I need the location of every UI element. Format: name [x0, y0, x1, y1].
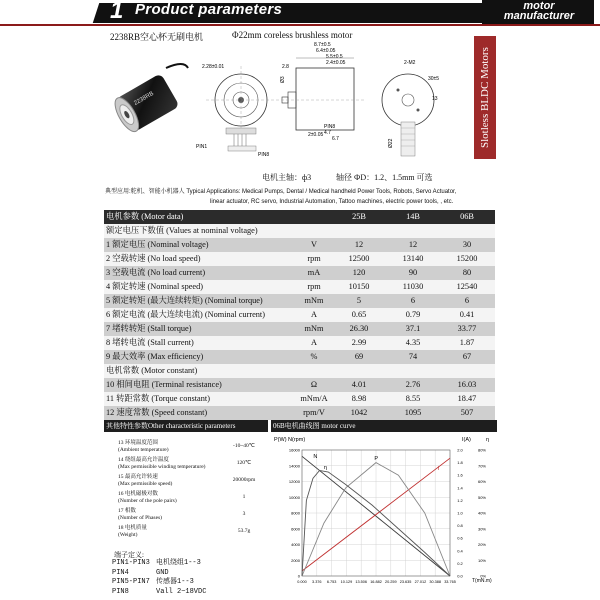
param-cell: 11 转距常数 (Torque constant) — [106, 394, 210, 403]
header-underline — [0, 24, 600, 26]
right-tick-label: 20% — [477, 542, 486, 547]
value-06b: 1.87 — [459, 338, 475, 347]
param-cell: 5 额定转矩 (最大连续转矩) (Nominal torque) — [106, 296, 263, 305]
pin-key: PIN5-PIN7 — [112, 578, 150, 586]
section-title: Product parameters — [135, 1, 283, 18]
value-14b: 37.1 — [405, 324, 421, 333]
motor-curve-chart — [272, 432, 498, 600]
x-tick-label: 3.376 — [312, 580, 322, 584]
table-row — [104, 378, 495, 392]
pin1-label: PIN1 — [196, 144, 208, 150]
mid-tick-label: 1.4 — [457, 485, 463, 491]
brand-line1: motor — [523, 0, 555, 12]
value-25b: 0.65 — [351, 310, 367, 319]
value-06b: 30 — [462, 240, 472, 249]
param-cell: 2 空载转速 (No load speed) — [106, 254, 201, 263]
mid-tick-label: 0.2 — [457, 560, 463, 566]
left-tick-label: 6000 — [291, 526, 300, 532]
section-title: 额定电压下数值 (Values at nominal voltage) — [106, 226, 258, 235]
table-row — [104, 350, 495, 364]
pin-value: 电机绕组1--3 — [156, 559, 201, 567]
curve-label-eta: η — [323, 464, 327, 471]
header-25b: 25B — [352, 212, 366, 221]
section-constant — [104, 364, 495, 378]
value-14b: 11030 — [402, 282, 424, 291]
value-14b: 12 — [408, 240, 418, 249]
unit-cell: mNm/A — [300, 394, 328, 403]
y-axis-label-right: η — [486, 437, 490, 443]
unit-cell: % — [310, 352, 318, 361]
value-14b: 8.55 — [405, 394, 421, 403]
param-name: 18 电机质量 — [118, 525, 147, 531]
pin-key: PIN1-PIN3 — [112, 559, 150, 567]
dim-dia-22: Ø3 — [280, 76, 286, 83]
y-axis-label-left: P(W) N(rpm) — [274, 437, 306, 443]
x-tick-label: 10.129 — [340, 580, 353, 584]
pin-value: GND — [156, 568, 169, 577]
left-tick-label: 12000 — [288, 479, 300, 484]
pin-value: 传感器1--3 — [156, 578, 194, 586]
brand-text — [490, 1, 588, 21]
value-14b: 0.79 — [405, 310, 421, 319]
table-row — [104, 322, 495, 336]
mid-tick-label: 0.0 — [457, 573, 463, 579]
unit-cell: mNm — [304, 296, 324, 305]
param-cell: 6 额定电流 (最大连续电流) (Nominal current) — [106, 310, 265, 319]
value-06b: 33.77 — [457, 324, 477, 333]
table-row — [104, 392, 495, 406]
x-tick-label: 23.635 — [399, 580, 412, 584]
right-tick-label: 70% — [477, 463, 486, 469]
param-name: 13 环境温度范围 — [118, 440, 158, 446]
pin8-label: PIN8 — [258, 152, 270, 158]
dim-2m2: 13 — [432, 96, 438, 102]
shaft-main-label: 电机主轴： — [262, 173, 302, 182]
unit-cell: rpm — [307, 254, 321, 263]
value-06b: 80 — [462, 268, 472, 277]
dim-4-7: PIN8 — [324, 124, 336, 130]
pin-key: PIN4 — [112, 568, 129, 577]
right-tick-label: 60% — [477, 479, 486, 484]
x-tick-label: 30.388 — [429, 580, 442, 584]
param-cell: 7 堵转转矩 (Stall torque) — [106, 324, 192, 333]
value-06b: 507 — [460, 408, 474, 417]
dim-6-7: 4.7 — [324, 130, 331, 136]
side-label: Slotless BLDC Motors — [479, 47, 491, 148]
param-cell: 8 堵转电流 (Stall current) — [106, 338, 194, 347]
left-tick-label: 0 — [297, 573, 300, 579]
param-cell: 3 空载电流 (No load current) — [106, 268, 206, 277]
x-tick-label: 27.012 — [414, 580, 427, 584]
value-25b: 12500 — [348, 254, 370, 263]
section-nominal — [104, 224, 495, 238]
shaft-dia-label: 轴径 ФD： — [336, 173, 375, 182]
motor-label: 2238RB — [133, 90, 156, 107]
value-14b: 4.35 — [405, 338, 421, 347]
unit-cell: A — [311, 310, 317, 319]
value-14b: 74 — [408, 352, 418, 361]
value-25b: 1042 — [350, 408, 368, 417]
value-14b: 13140 — [402, 254, 424, 263]
section-number: 1 — [110, 0, 124, 24]
unit-cell: V — [311, 240, 317, 249]
x-tick-label: 6.753 — [326, 580, 337, 584]
left-tick-label: 2000 — [291, 557, 300, 563]
x-tick-label: 16.882 — [370, 580, 382, 584]
param-name-en: (Ambient temperature) — [118, 447, 169, 453]
model-cn: 2238RB空心杯无刷电机 — [110, 32, 204, 42]
mid-tick-label: 0.4 — [457, 548, 463, 554]
value-25b: 5 — [356, 296, 362, 305]
unit-cell: rpm — [307, 282, 321, 291]
dim-38-5: 6.7 — [332, 136, 339, 142]
curve-header: 06B电机曲线图 motor curve — [271, 420, 497, 432]
section-title: 电机常数 (Motor constant) — [106, 366, 198, 375]
table-row — [104, 280, 495, 294]
param-name-en: (Number of the pole pairs) — [118, 498, 177, 504]
value-25b: 69 — [354, 352, 364, 361]
curve-label-i: I — [437, 466, 440, 473]
table-row — [104, 238, 495, 252]
mid-tick-label: 1.6 — [457, 472, 463, 478]
value-25b: 10150 — [348, 282, 370, 291]
table-row — [104, 308, 495, 322]
param-cell: 12 速度常数 (Speed constant) — [106, 408, 208, 417]
param-cell: 4 额定转速 (Nominal speed) — [106, 282, 204, 291]
param-value: -10~40℃ — [233, 443, 255, 449]
applications-line1: 典型应用:舵机、智能小机器人 Typical Applications: Medical Pumps, Dental / Medical handheld Power Tools, Robots, Servo Actuator, — [105, 189, 457, 195]
table-header-row — [104, 210, 495, 224]
shaft-phi: ф3 — [302, 173, 312, 182]
table-row — [104, 252, 495, 266]
table-row — [104, 406, 495, 420]
table-row — [104, 266, 495, 280]
param-value: 1 — [242, 494, 246, 500]
param-name: 15 最高允许转速 — [118, 474, 158, 480]
curve-label-p: P — [374, 456, 378, 463]
mid-tick-label: 0.8 — [457, 523, 463, 529]
brand-line2: manufacturer — [503, 10, 575, 22]
value-25b: 12 — [354, 240, 364, 249]
header-06b: 06B — [460, 212, 474, 221]
x-tick-label: 13.506 — [355, 580, 368, 584]
shaft-label — [262, 172, 311, 183]
left-tick-label: 16000 — [288, 447, 300, 453]
param-cell: 10 相间电阻 (Terminal resistance) — [106, 380, 222, 389]
value-06b: 6 — [464, 296, 470, 305]
value-14b: 6 — [410, 296, 416, 305]
right-tick-label: 40% — [477, 510, 486, 516]
unit-cell: mA — [307, 268, 321, 277]
value-25b: 8.98 — [351, 394, 367, 403]
other-params-header: 其他特性参数Other characteristic parameters — [104, 420, 268, 432]
left-tick-label: 10000 — [288, 494, 300, 500]
header-14b: 14B — [406, 212, 420, 221]
shaft-dia-values: 1.2、1.5mm 可选 — [374, 173, 433, 182]
mid-tick-label: 1.0 — [457, 510, 463, 516]
param-name-en: (Weight) — [118, 532, 138, 538]
curve-label-n: N — [313, 453, 318, 460]
model-en: Φ22mm coreless brushless motor — [232, 30, 353, 40]
x-tick-label: 20.259 — [384, 580, 397, 584]
param-value: 20000rpm — [232, 477, 256, 483]
value-25b: 26.30 — [349, 324, 369, 333]
unit-cell: rpm/V — [303, 408, 325, 417]
mid-tick-label: 1.2 — [457, 497, 463, 503]
left-tick-label: 8000 — [291, 510, 300, 516]
param-value: 3 — [242, 511, 246, 517]
dim-6-4: 6.4±0.05 — [316, 48, 336, 54]
y-axis-label-mid: I(A) — [462, 437, 471, 443]
x-tick-label: 0.000 — [297, 580, 307, 584]
dim-shaft-dia: 2.28±0.01 — [202, 64, 225, 70]
table-row — [104, 294, 495, 308]
pin-value: Vall 2~18VDC — [156, 587, 207, 596]
pins-title: 端子定义: — [114, 551, 144, 559]
param-name: 16 电机磁极对数 — [118, 491, 158, 497]
value-14b: 2.76 — [405, 380, 421, 389]
value-14b: 90 — [408, 268, 418, 277]
value-06b: 16.03 — [457, 380, 477, 389]
param-name-en: (Max permissible winding temperature) — [118, 464, 206, 470]
applications-line2: linear actuator, RC servo, Industrial Automation, Tattoo machines, electric power tools, , etc. — [210, 199, 454, 205]
left-tick-label: 14000 — [288, 463, 300, 469]
dim-8-7: 8.7±0.5 — [314, 42, 331, 48]
unit-cell: mNm — [304, 324, 324, 333]
dim-2-4: 2.4±0.05 — [326, 60, 346, 66]
technical-drawing — [196, 38, 466, 170]
dim-2-8: 2.8 — [282, 64, 289, 70]
dim-5-5: 5.5±0.5 — [326, 54, 343, 60]
param-value: 120℃ — [236, 460, 252, 466]
right-tick-label: 10% — [477, 557, 486, 563]
value-25b: 4.01 — [351, 380, 367, 389]
param-name: 17 相数 — [118, 508, 136, 514]
mid-tick-label: 1.8 — [457, 460, 463, 466]
right-tick-label: 50% — [477, 494, 486, 500]
x-axis-label: T(mN.m) — [472, 578, 492, 584]
table-row — [104, 336, 495, 350]
param-cell: 9 最大效率 (Max efficiency) — [106, 352, 204, 361]
param-name: 14 绕组最高允许温度 — [118, 457, 169, 463]
value-06b: 15200 — [456, 254, 478, 263]
header-param: 电机参数 (Motor data) — [106, 212, 184, 221]
right-tick-label: 30% — [477, 526, 486, 532]
dim-13: 30±5 — [428, 76, 440, 82]
value-14b: 1095 — [404, 408, 422, 417]
param-name-en: (Number of Phases) — [118, 515, 162, 521]
pin-key: PIN8 — [112, 587, 129, 596]
dim-2: 2±0.05 — [308, 132, 324, 138]
shaft-dia — [336, 172, 433, 183]
mid-tick-label: 0.6 — [457, 535, 463, 541]
dim-15: 2-M2 — [404, 60, 416, 66]
left-tick-label: 4000 — [291, 542, 300, 547]
value-25b: 120 — [352, 268, 366, 277]
mid-tick-label: 2.0 — [457, 447, 463, 453]
unit-cell: A — [311, 338, 317, 347]
param-name-en: (Max permissible speed) — [118, 481, 173, 487]
value-06b: 18.47 — [457, 394, 477, 403]
param-value: 53.7g — [237, 528, 251, 534]
x-tick-label: 33.765 — [444, 580, 456, 584]
dim-30: Ø22 — [388, 138, 394, 148]
motor-photo — [104, 58, 194, 138]
param-cell: 1 额定电压 (Nominal voltage) — [106, 240, 209, 249]
value-06b: 67 — [462, 352, 472, 361]
right-tick-label: 80% — [477, 447, 486, 453]
right-tick-label: 0% — [480, 573, 486, 579]
unit-cell: Ω — [310, 380, 318, 389]
value-06b: 0.41 — [459, 310, 475, 319]
value-06b: 12540 — [456, 282, 478, 291]
value-25b: 2.99 — [351, 338, 367, 347]
